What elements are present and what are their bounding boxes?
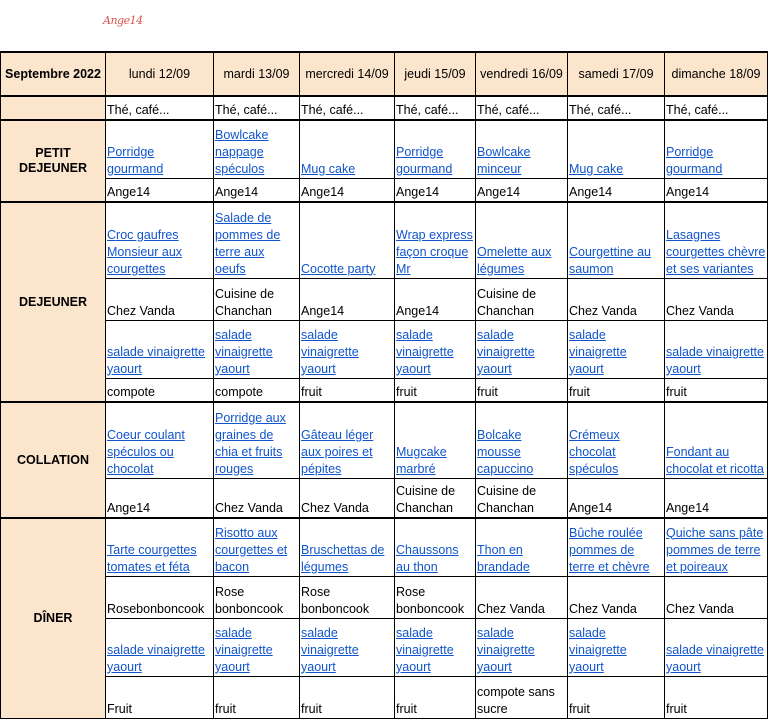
table-row: [1, 96, 768, 120]
menu-cell: [106, 120, 214, 178]
menu-cell: [106, 518, 214, 576]
menu-cell: compote: [214, 378, 300, 402]
day-header: lundi 12/09: [106, 52, 214, 96]
meal-label: COLLATION: [1, 402, 106, 518]
meal-label: PETIT DEJEUNER: [1, 120, 106, 202]
menu-cell: [476, 518, 568, 576]
recipe-link[interactable]: salade vinaigrette yaourt: [107, 344, 205, 376]
menu-cell: Thé, café...: [300, 96, 395, 120]
menu-cell: [106, 402, 214, 478]
recipe-link[interactable]: Porridge aux graines de chia et fruits rouges: [215, 410, 286, 476]
menu-cell: [395, 518, 476, 576]
menu-cell: [300, 518, 395, 576]
table-row: [1, 120, 768, 178]
recipe-link[interactable]: Chaussons au thon: [396, 542, 459, 574]
menu-cell: [665, 120, 768, 178]
recipe-link[interactable]: Bruschettas de légumes: [301, 542, 385, 574]
menu-cell: fruit: [300, 676, 395, 718]
meal-plan-table: [0, 51, 768, 719]
table-row: [1, 178, 768, 202]
recipe-link[interactable]: Wrap express façon croque Mr: [396, 227, 473, 276]
meal-label: DÎNER: [1, 518, 106, 718]
menu-cell: compote sans sucre: [476, 676, 568, 718]
menu-cell: [568, 518, 665, 576]
menu-cell: Rose bonboncook: [214, 576, 300, 618]
menu-cell: Ange14: [665, 178, 768, 202]
recipe-link[interactable]: salade vinaigrette yaourt: [569, 327, 627, 376]
recipe-link[interactable]: Gâteau léger aux poires et pépites: [301, 427, 374, 476]
menu-cell: [214, 202, 300, 278]
day-header: vendredi 16/09: [476, 52, 568, 96]
recipe-link[interactable]: salade vinaigrette yaourt: [396, 625, 454, 674]
recipe-link[interactable]: Crémeux chocolat spéculos: [569, 427, 620, 476]
menu-cell: Ange14: [300, 278, 395, 320]
menu-cell: Cuisine de Chanchan: [476, 478, 568, 518]
menu-cell: Thé, café...: [214, 96, 300, 120]
menu-cell: [214, 618, 300, 676]
menu-cell: Chez Vanda: [106, 278, 214, 320]
menu-cell: fruit: [476, 378, 568, 402]
menu-cell: [395, 618, 476, 676]
menu-cell: Ange14: [395, 178, 476, 202]
menu-cell: Rose bonboncook: [300, 576, 395, 618]
recipe-link[interactable]: salade vinaigrette yaourt: [477, 327, 535, 376]
recipe-link[interactable]: Mug cake: [301, 161, 356, 176]
ange14-logo: Ange14: [103, 14, 143, 27]
recipe-link[interactable]: Quiche sans pâte pommes de terre et poireaux: [666, 525, 764, 574]
recipe-link[interactable]: Salade de pommes de terre aux oeufs: [215, 210, 281, 276]
menu-cell: fruit: [214, 676, 300, 718]
table-row: [1, 278, 768, 320]
recipe-link[interactable]: Fondant au chocolat et ricotta: [666, 444, 764, 476]
menu-cell: fruit: [568, 378, 665, 402]
menu-cell: fruit: [395, 676, 476, 718]
menu-cell: [568, 320, 665, 378]
menu-cell: Chez Vanda: [665, 576, 768, 618]
recipe-link[interactable]: Mug cake: [569, 161, 624, 176]
meal-label: DEJEUNER: [1, 202, 106, 402]
menu-cell: [665, 402, 768, 478]
menu-cell: Cuisine de Chanchan: [476, 278, 568, 320]
menu-cell: Fruit: [106, 676, 214, 718]
menu-cell: Ange14: [568, 178, 665, 202]
menu-cell: [214, 402, 300, 478]
menu-cell: Chez Vanda: [214, 478, 300, 518]
recipe-link[interactable]: Porridge gourmand: [107, 144, 164, 176]
header-row: [1, 52, 768, 96]
menu-cell: Ange14: [665, 478, 768, 518]
table-row: [1, 378, 768, 402]
menu-cell: [214, 320, 300, 378]
recipe-link[interactable]: Cocotte party: [301, 261, 376, 276]
menu-cell: [476, 402, 568, 478]
recipe-link[interactable]: Bowlcake minceur: [477, 144, 531, 176]
menu-cell: fruit: [395, 378, 476, 402]
menu-cell: [476, 320, 568, 378]
table-row: [1, 320, 768, 378]
menu-cell: Thé, café...: [476, 96, 568, 120]
menu-cell: [665, 518, 768, 576]
menu-cell: Thé, café...: [106, 96, 214, 120]
menu-cell: [300, 120, 395, 178]
menu-cell: [300, 618, 395, 676]
menu-cell: [300, 202, 395, 278]
menu-cell: compote: [106, 378, 214, 402]
recipe-link[interactable]: Porridge gourmand: [666, 144, 723, 176]
table-row: [1, 618, 768, 676]
recipe-link[interactable]: Bûche roulée pommes de terre et chèvre: [569, 525, 650, 574]
menu-cell: [395, 320, 476, 378]
menu-cell: Chez Vanda: [665, 278, 768, 320]
menu-cell: Cuisine de Chanchan: [395, 478, 476, 518]
menu-cell: fruit: [568, 676, 665, 718]
recipe-link[interactable]: salade vinaigrette yaourt: [569, 625, 627, 674]
meal-label: [1, 96, 106, 120]
menu-cell: [665, 618, 768, 676]
month-header: Septembre 2022: [1, 52, 106, 96]
menu-cell: Cuisine de Chanchan: [214, 278, 300, 320]
menu-cell: Rosebonboncook: [106, 576, 214, 618]
menu-cell: [300, 320, 395, 378]
menu-cell: Ange14: [106, 178, 214, 202]
menu-cell: [665, 320, 768, 378]
menu-cell: [476, 618, 568, 676]
recipe-link[interactable]: salade vinaigrette yaourt: [666, 642, 764, 674]
menu-cell: Chez Vanda: [568, 278, 665, 320]
table-row: [1, 478, 768, 518]
recipe-link[interactable]: salade vinaigrette yaourt: [396, 327, 454, 376]
menu-cell: Ange14: [300, 178, 395, 202]
recipe-link[interactable]: Lasagnes courgettes chèvre et ses variantes: [666, 227, 766, 276]
recipe-link[interactable]: Bowlcake nappage spéculos: [215, 127, 269, 176]
menu-cell: Ange14: [395, 278, 476, 320]
menu-cell: Ange14: [476, 178, 568, 202]
menu-cell: [395, 202, 476, 278]
recipe-link[interactable]: salade vinaigrette yaourt: [666, 344, 764, 376]
menu-cell: Chez Vanda: [568, 576, 665, 618]
recipe-link[interactable]: Bolcake mousse capuccino: [477, 427, 534, 476]
menu-cell: [568, 120, 665, 178]
menu-cell: [106, 202, 214, 278]
menu-cell: fruit: [665, 378, 768, 402]
menu-cell: [214, 518, 300, 576]
recipe-link[interactable]: Courgettine au saumon: [569, 244, 652, 276]
menu-cell: [665, 202, 768, 278]
menu-cell: [476, 120, 568, 178]
table-row: [1, 202, 768, 278]
recipe-link[interactable]: Mugcake marbré: [396, 444, 447, 476]
menu-cell: [106, 618, 214, 676]
table-row: [1, 576, 768, 618]
recipe-link[interactable]: salade vinaigrette yaourt: [301, 327, 359, 376]
menu-cell: Thé, café...: [568, 96, 665, 120]
recipe-link[interactable]: Tarte courgettes tomates et féta: [107, 542, 197, 574]
recipe-link[interactable]: salade vinaigrette yaourt: [215, 327, 273, 376]
menu-cell: Ange14: [214, 178, 300, 202]
recipe-link[interactable]: Croc gaufres Monsieur aux courgettes: [107, 227, 183, 276]
menu-cell: [300, 402, 395, 478]
day-header: jeudi 15/09: [395, 52, 476, 96]
menu-cell: [395, 120, 476, 178]
recipe-link[interactable]: Coeur coulant spéculos ou chocolat: [107, 427, 185, 476]
day-header: mercredi 14/09: [300, 52, 395, 96]
menu-cell: Thé, café...: [395, 96, 476, 120]
recipe-link[interactable]: Porridge gourmand: [396, 144, 453, 176]
menu-cell: Ange14: [106, 478, 214, 518]
menu-cell: Ange14: [568, 478, 665, 518]
menu-cell: Thé, café...: [665, 96, 768, 120]
meal-table-body: [1, 96, 768, 718]
recipe-link[interactable]: salade vinaigrette yaourt: [107, 642, 205, 674]
menu-cell: fruit: [665, 676, 768, 718]
day-header: mardi 13/09: [214, 52, 300, 96]
menu-cell: [214, 120, 300, 178]
table-row: [1, 518, 768, 576]
day-header: dimanche 18/09: [665, 52, 768, 96]
recipe-link[interactable]: salade vinaigrette yaourt: [301, 625, 359, 674]
recipe-link[interactable]: Thon en brandade: [477, 542, 530, 574]
menu-cell: fruit: [300, 378, 395, 402]
recipe-link[interactable]: Omelette aux légumes: [477, 244, 552, 276]
menu-cell: Chez Vanda: [476, 576, 568, 618]
menu-cell: [476, 202, 568, 278]
recipe-link[interactable]: salade vinaigrette yaourt: [477, 625, 535, 674]
menu-cell: Rose bonboncook: [395, 576, 476, 618]
recipe-link[interactable]: Risotto aux courgettes et bacon: [215, 525, 288, 574]
menu-cell: [395, 402, 476, 478]
day-header: samedi 17/09: [568, 52, 665, 96]
menu-cell: [568, 618, 665, 676]
table-row: [1, 402, 768, 478]
menu-cell: [568, 402, 665, 478]
recipe-link[interactable]: salade vinaigrette yaourt: [215, 625, 273, 674]
table-row: [1, 676, 768, 718]
menu-cell: Chez Vanda: [300, 478, 395, 518]
menu-cell: [568, 202, 665, 278]
menu-cell: [106, 320, 214, 378]
